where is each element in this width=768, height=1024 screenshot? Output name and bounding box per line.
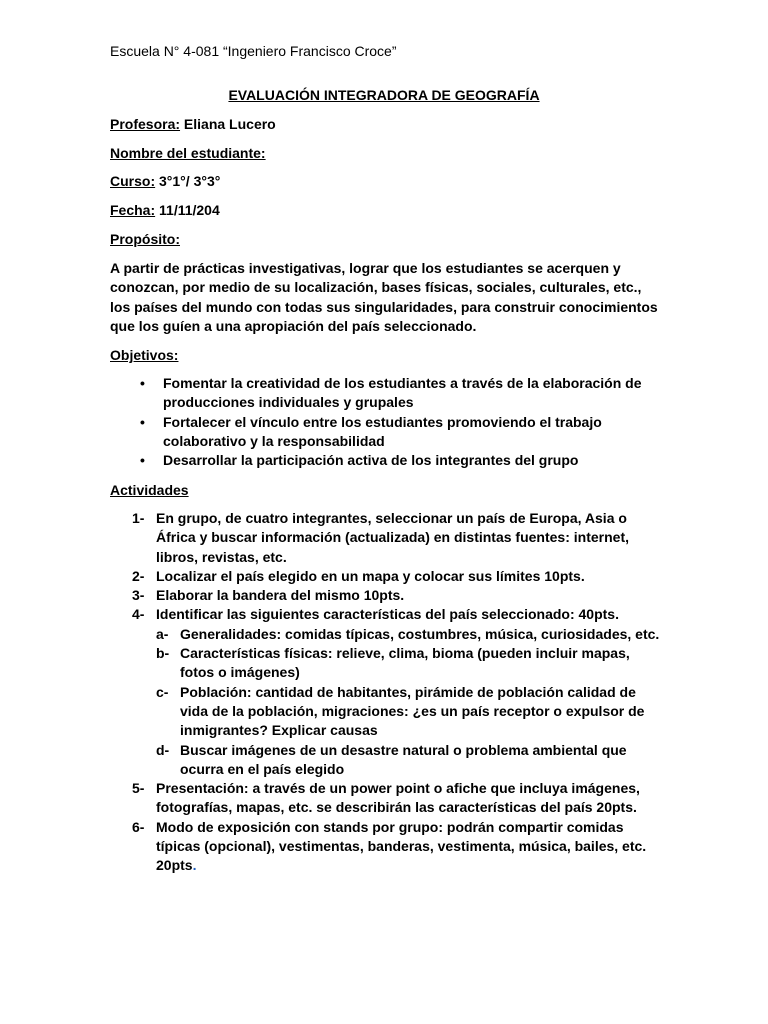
bullet-icon: • bbox=[140, 413, 145, 430]
course-line bbox=[110, 172, 220, 191]
trailing-period: . bbox=[192, 857, 197, 874]
sub-item-letter: b- bbox=[156, 645, 170, 662]
activities-list bbox=[110, 509, 660, 876]
bullet-icon: • bbox=[140, 452, 145, 469]
activity-item: 1- En grupo, de cuatro integrantes, seleccionar un país de Europa, Asia o África y buscar información (actualizada) en distintas fuentes: internet, libros, revistas, etc. bbox=[132, 510, 629, 565]
objective-item: • Desarrollar la participación activa de los integrantes del grupo bbox=[110, 451, 660, 470]
purpose-heading: Propósito: bbox=[110, 231, 180, 247]
objective-item: • Fortalecer el vínculo entre los estudiantes promoviendo el trabajo colaborativo y la responsabilidad bbox=[140, 413, 602, 449]
date-value: 11/11/204 bbox=[155, 202, 220, 218]
activity-item: 6- Modo de exposición con stands por grupo: podrán compartir comidas típicas (opcional), vestimentas, banderas, vestimenta, música, bailes, etc. 20pts. bbox=[132, 818, 647, 874]
course-label: Curso: bbox=[110, 173, 156, 189]
activity-number: 3- bbox=[132, 587, 145, 604]
teacher-value: Eliana Lucero bbox=[180, 116, 276, 132]
objective-item: • Fomentar la creatividad de los estudiantes a través de la elaboración de producciones individuales y grupales bbox=[140, 375, 642, 411]
sub-item: b- Características físicas: relieve, clima, bioma (pueden incluir mapas, fotos o imágenes) bbox=[156, 645, 630, 681]
sub-item-letter: a- bbox=[156, 625, 169, 642]
student-name-label: Nombre del estudiante: bbox=[110, 145, 266, 161]
document-title: EVALUACIÓN INTEGRADORA DE GEOGRAFÍA bbox=[228, 87, 540, 103]
sub-item: d- Buscar imágenes de un desastre natural o problema ambiental que ocurra en el país elegido bbox=[156, 741, 627, 777]
date-label: Fecha: bbox=[110, 202, 156, 218]
activity-number: 2- bbox=[132, 567, 145, 584]
date-line bbox=[110, 201, 220, 220]
sub-item: c- Población: cantidad de habitantes, pirámide de población calidad de vida de la población, migraciones: ¿es un país receptor o expulsor de inmigrantes? Explicar causas bbox=[156, 683, 645, 739]
sub-item-letter: c- bbox=[156, 683, 169, 700]
activity-item: 4- Identificar las siguientes características del país seleccionado: 40pts. a- Generalidades: comidas típicas, costumbres, música, curiosidades, etc. b- Características físicas: relieve, clima, bioma (pueden incluir mapas, fotos o imágenes) c- Población: cantidad de habitantes, pirámide de población calidad de vida de la población, migraciones: ¿es un país receptor o expulsor de inmigrantes? Explicar causas d- Buscar imágenes de un desastre natural o problema ambiental que ocurra en el país elegido bbox=[110, 605, 660, 779]
characteristics-sublist bbox=[156, 625, 660, 779]
teacher-label: Profesora: bbox=[110, 116, 181, 132]
purpose-text: A partir de prácticas investigativas, lograr que los estudiantes se acerquen y conozcan, por medio de su localización, bases físicas, sociales, culturales, etc., los países del mundo con todas sus singularidades, para construir conocimientos que los guíen a una apropiación del país seleccionado. bbox=[110, 260, 658, 334]
activity-item: 2- Localizar el país elegido en un mapa y colocar sus límites 10pts. bbox=[110, 567, 660, 586]
activity-number: 4- bbox=[132, 606, 145, 623]
objectives-list bbox=[110, 374, 660, 470]
bullet-icon: • bbox=[140, 375, 145, 391]
school-name: Escuela N° 4-081 “Ingeniero Francisco Croce” bbox=[110, 43, 397, 59]
activity-number: 6- bbox=[132, 818, 145, 835]
activity-number: 1- bbox=[132, 510, 145, 526]
activities-heading: Actividades bbox=[110, 482, 189, 498]
teacher-line bbox=[110, 115, 276, 134]
sub-item: a- Generalidades: comidas típicas, costumbres, música, curiosidades, etc. bbox=[156, 625, 660, 644]
activity-number: 5- bbox=[132, 780, 145, 797]
objectives-heading: Objetivos: bbox=[110, 347, 179, 363]
activity-item: 5- Presentación: a través de un power point o afiche que incluya imágenes, fotografías, mapas, etc. se describirán las características del país 20pts. bbox=[132, 780, 640, 816]
activity-item: 3- Elaborar la bandera del mismo 10pts. bbox=[110, 586, 660, 605]
course-value: 3°1°/ 3°3° bbox=[155, 173, 221, 189]
sub-item-letter: d- bbox=[156, 741, 170, 758]
